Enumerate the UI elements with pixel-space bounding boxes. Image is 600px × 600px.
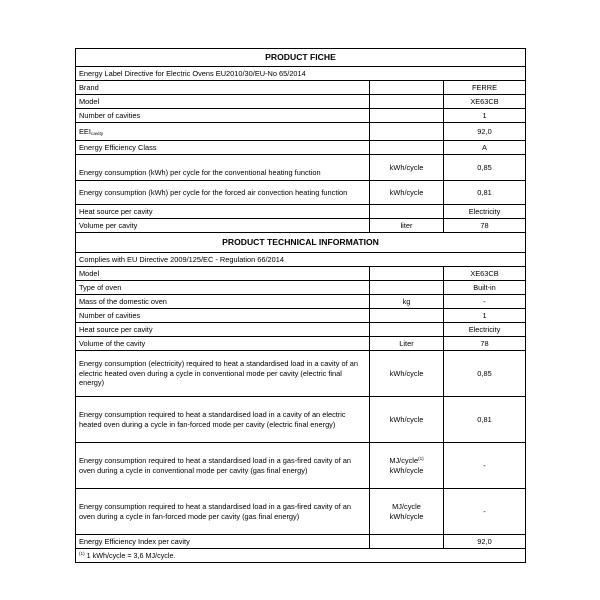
row-label: Model	[76, 95, 370, 109]
row-value: -	[444, 295, 526, 309]
row-unit	[370, 323, 444, 337]
fiche-directive: Energy Label Directive for Electric Ovens EU2010/30/EU-No 65/2014	[76, 67, 526, 81]
row-label: Energy consumption required to heat a standardised load in a cavity of an electric heated oven during a cycle in fan-forced mode per cavity (electric final energy)	[76, 397, 370, 443]
row-value: 92,0	[444, 123, 526, 141]
row-unit	[370, 281, 444, 295]
row-label: Heat source per cavity	[76, 205, 370, 219]
row-unit: kWh/cycle	[370, 181, 444, 205]
footnote-text: 1 kWh/cycle = 3,6 MJ/cycle.	[86, 550, 176, 560]
row-value: Electricity	[444, 205, 526, 219]
row-label: Energy Efficiency Class	[76, 141, 370, 155]
table-row	[76, 489, 526, 535]
eei-subscript: cavity	[90, 131, 104, 137]
footnote	[76, 549, 526, 563]
unit-kwh: kWh/cycle	[389, 511, 424, 521]
row-value: A	[444, 141, 526, 155]
technical-directive: Complies with EU Directive 2009/125/EC - Regulation 66/2014	[76, 253, 526, 267]
row-label: Energy consumption required to heat a standardised load in a gas-fired cavity of an oven during a cycle in conventional mode per cavity (gas final energy)	[76, 443, 370, 489]
row-unit	[370, 443, 444, 489]
row-value: XE63CB	[444, 95, 526, 109]
table-row	[76, 81, 526, 95]
row-value: 78	[444, 219, 526, 233]
row-unit	[370, 535, 444, 549]
row-label: Type of oven	[76, 281, 370, 295]
row-label: Heat source per cavity	[76, 323, 370, 337]
row-value: XE63CB	[444, 267, 526, 281]
row-label: Number of cavities	[76, 309, 370, 323]
row-label: Volume of the cavity	[76, 337, 370, 351]
table-row	[76, 155, 526, 181]
row-value: 92,0	[444, 535, 526, 549]
row-label: Energy consumption (kWh) per cycle for the forced air convection heating function	[76, 181, 370, 205]
row-unit	[370, 489, 444, 535]
row-label: Energy consumption required to heat a standardised load in a gas-fired cavity of an oven during a cycle in fan-forced mode per cavity (gas final energy)	[76, 489, 370, 535]
product-fiche-document	[75, 48, 525, 563]
row-label: Brand	[76, 81, 370, 95]
row-label: Mass of the domestic oven	[76, 295, 370, 309]
row-value: 1	[444, 109, 526, 123]
table-row	[76, 109, 526, 123]
table-row	[76, 281, 526, 295]
row-unit: kWh/cycle	[370, 351, 444, 397]
unit-mj: MJ/cycle	[389, 455, 419, 465]
table-row	[76, 397, 526, 443]
row-value: Electricity	[444, 323, 526, 337]
table-row	[76, 535, 526, 549]
table-row	[76, 205, 526, 219]
table-row	[76, 219, 526, 233]
row-unit	[370, 109, 444, 123]
row-unit: liter	[370, 219, 444, 233]
row-unit: kg	[370, 295, 444, 309]
row-label: Energy consumption (electricity) required to heat a standardised load in a cavity of an electric heated oven during a cycle in conventional mode per cavity (electric final energy)	[76, 351, 370, 397]
row-value: 78	[444, 337, 526, 351]
table-row	[76, 351, 526, 397]
row-label: Model	[76, 267, 370, 281]
table-row	[76, 141, 526, 155]
table-row	[76, 181, 526, 205]
table-row	[76, 295, 526, 309]
row-unit	[370, 95, 444, 109]
table-row	[76, 337, 526, 351]
row-unit	[370, 141, 444, 155]
row-label: Volume per cavity	[76, 219, 370, 233]
product-fiche-table	[75, 48, 526, 563]
row-value: -	[444, 443, 526, 489]
row-unit: kWh/cycle	[370, 397, 444, 443]
row-label: Energy consumption (kWh) per cycle for the conventional heating function	[76, 155, 370, 181]
row-value: 0,81	[444, 397, 526, 443]
fiche-title: PRODUCT FICHE	[76, 49, 526, 67]
row-unit	[370, 123, 444, 141]
row-unit	[370, 309, 444, 323]
unit-kwh: kWh/cycle	[389, 465, 424, 475]
footnote-mark: (1)	[79, 550, 85, 556]
row-value: 0,85	[444, 155, 526, 181]
row-value: FERRE	[444, 81, 526, 95]
table-row	[76, 123, 526, 141]
table-row	[76, 323, 526, 337]
technical-title: PRODUCT TECHNICAL INFORMATION	[76, 233, 526, 253]
table-row	[76, 95, 526, 109]
unit-footnote-mark: (1)	[418, 455, 424, 461]
row-value: 0,85	[444, 351, 526, 397]
row-label	[76, 123, 370, 141]
table-row	[76, 267, 526, 281]
row-label: Energy Efficiency Index per cavity	[76, 535, 370, 549]
row-unit	[370, 205, 444, 219]
table-row	[76, 309, 526, 323]
row-unit	[370, 81, 444, 95]
eei-label: EEI	[79, 126, 91, 136]
row-value: Built-in	[444, 281, 526, 295]
row-value: 1	[444, 309, 526, 323]
row-value: -	[444, 489, 526, 535]
row-unit: kWh/cycle	[370, 155, 444, 181]
row-value: 0,81	[444, 181, 526, 205]
unit-mj: MJ/cycle	[392, 501, 421, 511]
row-label: Number of cavities	[76, 109, 370, 123]
row-unit: Liter	[370, 337, 444, 351]
row-unit	[370, 267, 444, 281]
table-row	[76, 443, 526, 489]
